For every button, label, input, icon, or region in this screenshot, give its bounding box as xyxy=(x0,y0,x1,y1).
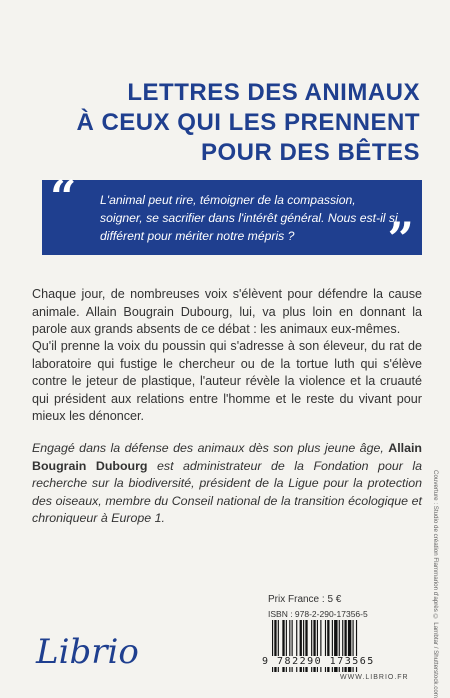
open-quote-icon: “ xyxy=(50,170,77,224)
barcode-digits: 9 782290 173565 xyxy=(262,656,422,667)
quote-box xyxy=(42,170,422,266)
book-title xyxy=(60,78,420,168)
author-bio xyxy=(32,440,422,528)
author-name: Allain Bougrain Dubourg xyxy=(32,441,422,473)
publisher-website: WWW.LIBRIO.FR xyxy=(340,674,409,681)
summary-paragraph-1: Chaque jour, de nombreuses voix s'élèvent pour défendre la cause animale. Allain Bougrain Dubourg, lui, va plus loin en donnant la parole aux grands absents de ce débat : les animaux eux-mêmes. xyxy=(32,287,422,336)
title-line-3: POUR DES BÊTES xyxy=(200,139,420,166)
isbn-label: ISBN : 978-2-290-17356-5 xyxy=(268,609,368,619)
publisher-logo: Librio xyxy=(36,632,139,672)
summary-paragraph-2: Qu'il prenne la voix du poussin qui s'adresse à son éleveur, du rat de laboratoire qui fustige le chercheur ou de la tortue luth qui s'élève contre le jeteur de plastique, l'auteur révèle la violence et la cruauté qui président aux relations entre l'homme et le reste du vivant pour mieux les dénoncer. xyxy=(32,339,422,423)
title-line-1: LETTRES DES ANIMAUX xyxy=(127,79,420,106)
price-label: Prix France : 5 € xyxy=(268,594,342,605)
cover-credit: Couverture : Studio de création Flammarion d'après © Lambtar / Shutterstock.com xyxy=(432,470,439,698)
bio-intro: Engagé dans la défense des animaux dès son plus jeune âge, xyxy=(32,441,389,455)
title-line-2: À CEUX QUI LES PRENNENT xyxy=(76,109,420,136)
close-quote-icon: ” xyxy=(387,212,414,266)
bio-rest: est administrateur de la Fondation pour la recherche sur la biodiversité, président de la Ligue pour la protection des oiseaux, membre du Conseil national de la transition écologique et chroniqueur à Europe 1. xyxy=(32,458,422,525)
quote-text: L'animal peut rire, témoigner de la compassion, soigner, se sacrifier dans l'intérêt général. Nous est-il si différent pour mériter notre mépris ? xyxy=(100,193,398,243)
